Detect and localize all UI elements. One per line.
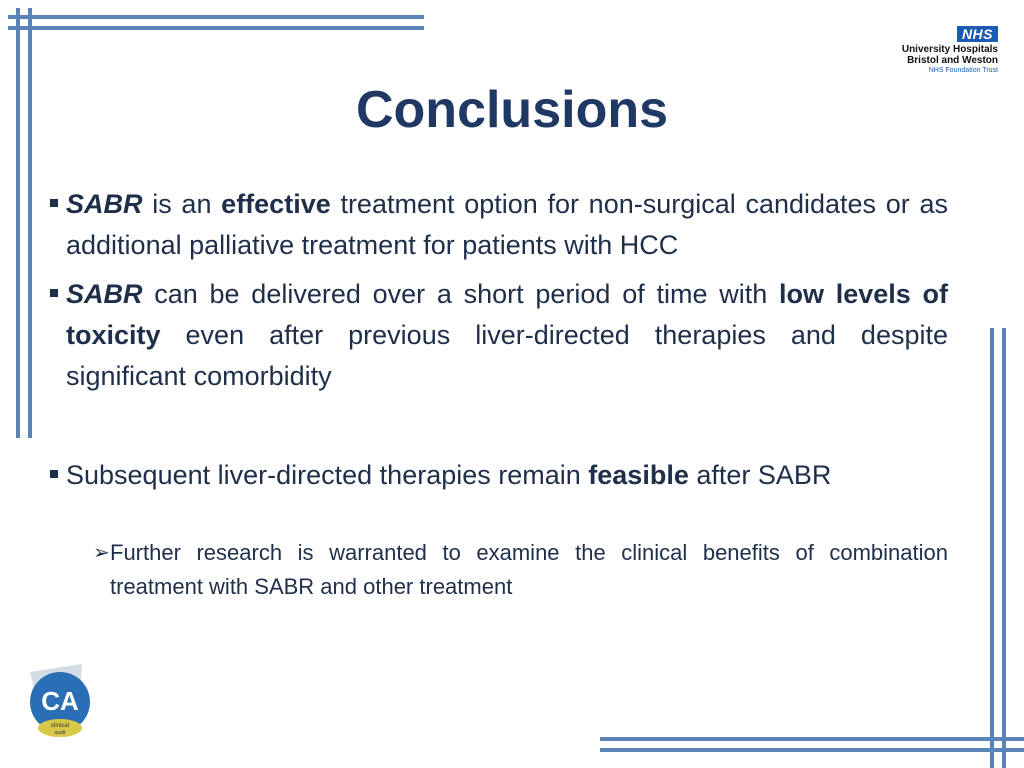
- ca-logo-letters: CA: [41, 686, 79, 716]
- clinical-audit-logo: [22, 662, 98, 742]
- nhs-logo: [848, 26, 998, 76]
- bottom-frame-bar-2: [600, 748, 1024, 752]
- sub-bullet: [93, 536, 948, 604]
- top-frame-bar-1: [8, 15, 424, 19]
- bullet-2-part-0: SABR: [66, 279, 143, 309]
- bullet-3: [48, 455, 948, 496]
- bullet-2-part-2: low levels of toxicity: [66, 279, 948, 350]
- right-frame-bar-2: [1002, 328, 1006, 768]
- left-frame-bar-1: [16, 8, 20, 438]
- bullet-2-part-1: can be delivered over a short period of time with: [142, 279, 779, 309]
- top-frame-bar-2: [8, 26, 424, 30]
- nhs-badge: NHS: [957, 26, 998, 42]
- bullet-2: [48, 274, 948, 397]
- bottom-frame-bar-1: [600, 737, 1024, 741]
- nhs-line-1: University Hospitals: [901, 44, 998, 55]
- slide-title: Conclusions: [355, 81, 669, 139]
- nhs-trust: NHS Foundation Trust: [928, 67, 998, 74]
- bullet-1-part-1: is an: [142, 189, 222, 219]
- bullet-1-part-0: SABR: [66, 189, 143, 219]
- nhs-line-2: Bristol and Weston: [907, 55, 998, 66]
- ca-logo-caption-1: clinical: [50, 723, 70, 729]
- bullet-3-part-1: feasible: [588, 460, 689, 490]
- bullet-1-part-3: treatment option for non-surgical candidates or as additional palliative treatment for patients with HCC: [66, 189, 948, 260]
- bullet-3-part-0: Subsequent liver-directed therapies remain: [66, 460, 589, 490]
- arrow-bullet-icon: ➢: [93, 542, 110, 564]
- right-frame-bar-1: [990, 328, 994, 768]
- ca-logo-caption-2: audit: [54, 730, 66, 736]
- left-frame-bar-2: [28, 8, 32, 438]
- bullet-2-part-3: even after previous liver-directed therapies and despite significant comorbidity: [66, 320, 948, 391]
- bullet-3-part-2: after SABR: [688, 460, 832, 490]
- bullet-1: [48, 184, 948, 266]
- bullet-list: [48, 184, 948, 604]
- bullet-1-part-2: effective: [221, 189, 331, 219]
- sub-bullet-text: Further research is warranted to examine the clinical benefits of combination treatment with SABR and other treatment: [110, 540, 948, 599]
